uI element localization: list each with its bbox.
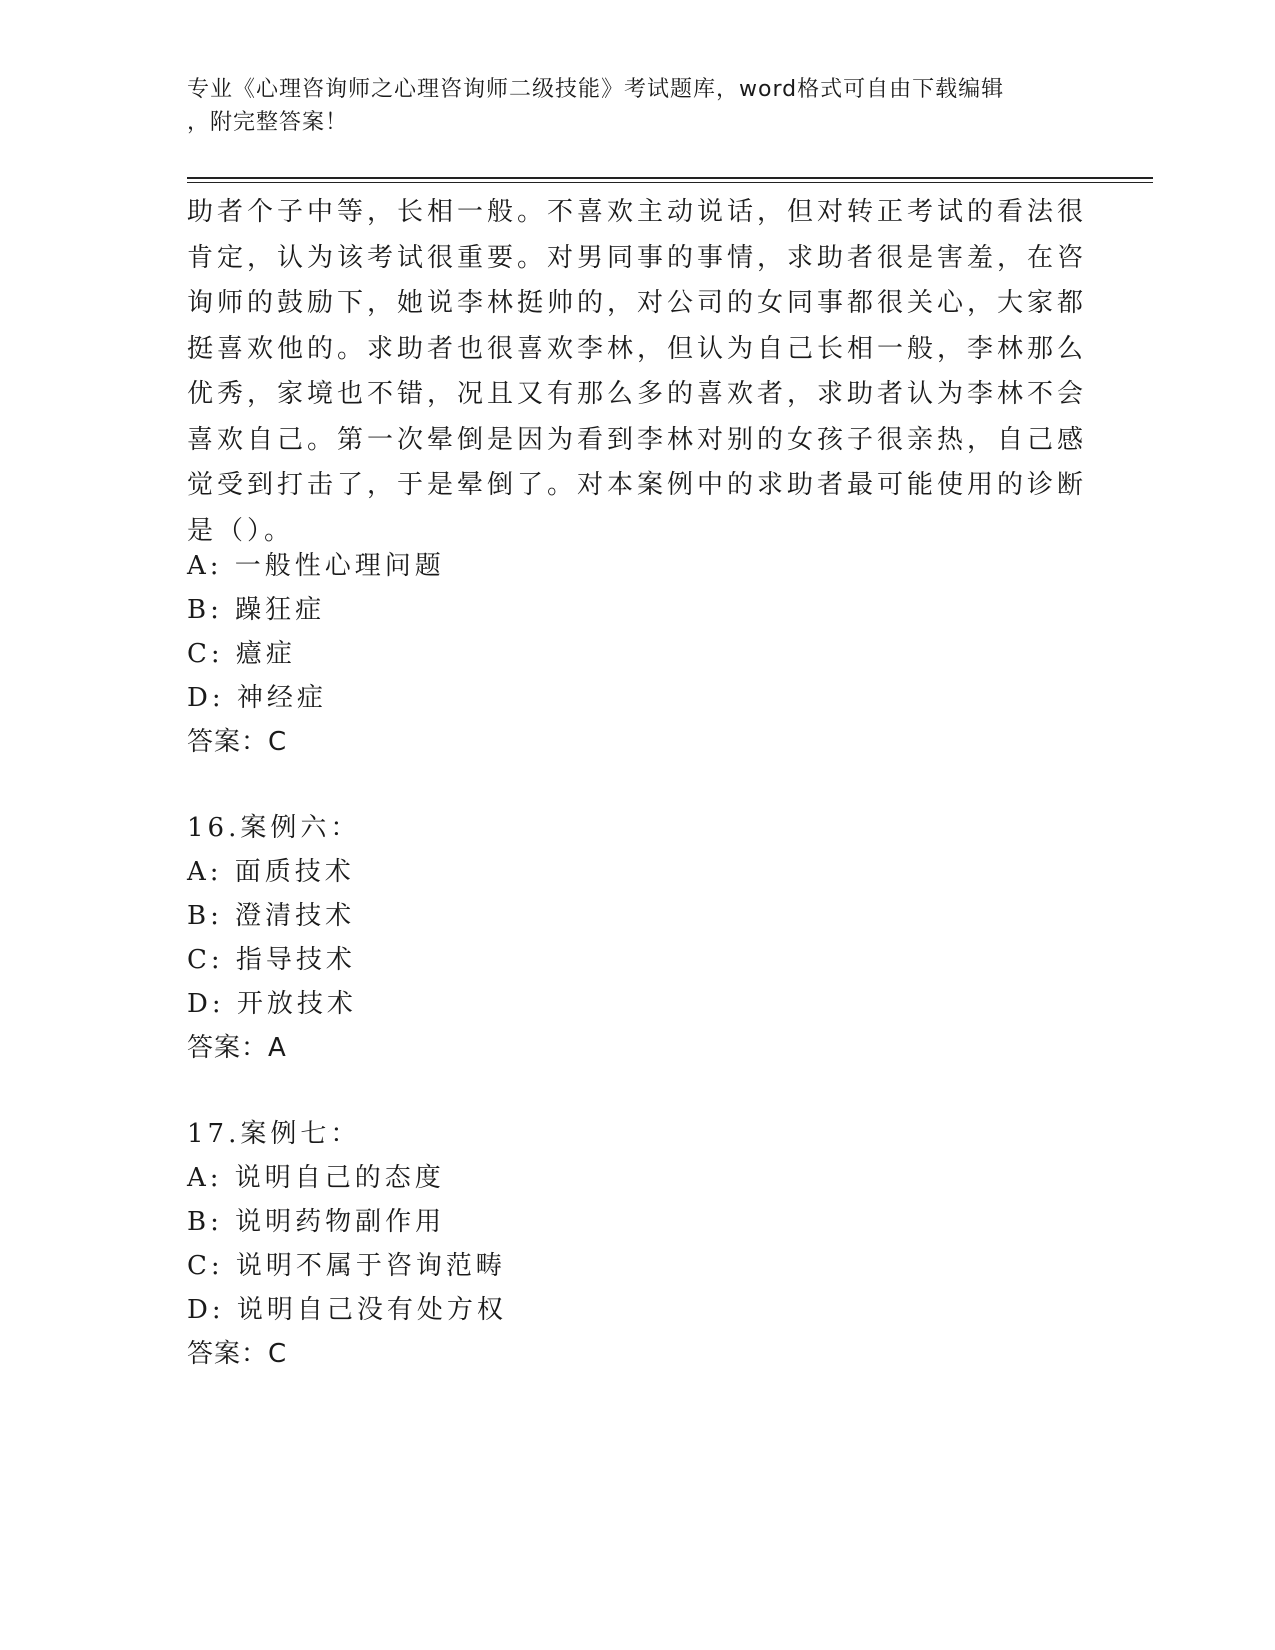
q17-option-d: D: 说明自己没有处方权 — [187, 1295, 507, 1325]
stem-line: 觉受到打击了，于是晕倒了。对本案例中的求助者最可能使用的诊断 — [187, 470, 1088, 500]
q15-option-c: C: 癔症 — [187, 639, 296, 669]
q17-option-b: B: 说明药物副作用 — [187, 1207, 446, 1237]
header-line-1: 专业《心理咨询师之心理咨询师二级技能》考试题库，word格式可自由下载编辑 — [187, 77, 1005, 102]
q16-title: 16.案例六： — [187, 813, 361, 843]
q17-answer: 答案：C — [187, 1339, 288, 1369]
question-15-stem — [187, 190, 1088, 554]
stem-line: 挺喜欢他的。求助者也很喜欢李林，但认为自己长相一般，李林那么 — [187, 333, 1088, 364]
q15-option-b: B: 躁狂症 — [187, 595, 326, 625]
q16-option-a: A: 面质技术 — [187, 857, 355, 887]
q15-answer: 答案：C — [187, 727, 288, 757]
stem-line: 优秀，家境也不错，况且又有那么多的喜欢者，求助者认为李林不会 — [187, 379, 1088, 409]
header-rule-thick — [187, 177, 1153, 179]
document-header — [187, 73, 1067, 139]
header-rule-thin — [187, 182, 1153, 183]
q15-option-d: D: 神经症 — [187, 683, 327, 713]
q17-option-a: A: 说明自己的态度 — [187, 1163, 445, 1193]
q16-option-b: B: 澄清技术 — [187, 901, 356, 931]
q17-title: 17.案例七： — [187, 1119, 361, 1149]
q16-option-d: D: 开放技术 — [187, 989, 357, 1019]
stem-line: 喜欢自己。第一次晕倒是因为看到李林对别的女孩子很亲热，自己感 — [187, 424, 1088, 455]
stem-line: 询师的鼓励下，她说李林挺帅的，对公司的女同事都很关心，大家都 — [187, 288, 1088, 318]
header-line-2: ，附完整答案！ — [187, 110, 349, 135]
stem-line: 是（）。 — [187, 515, 295, 546]
stem-line: 助者个子中等，长相一般。不喜欢主动说话，但对转正考试的看法很 — [187, 197, 1088, 227]
q17-option-c: C: 说明不属于咨询范畴 — [187, 1251, 506, 1281]
stem-line: 肯定，认为该考试很重要。对男同事的事情，求助者很是害羞，在咨 — [187, 242, 1088, 273]
q15-option-a: A: 一般性心理问题 — [187, 551, 445, 581]
q16-answer: 答案：A — [187, 1033, 287, 1063]
q16-option-c: C: 指导技术 — [187, 945, 356, 975]
